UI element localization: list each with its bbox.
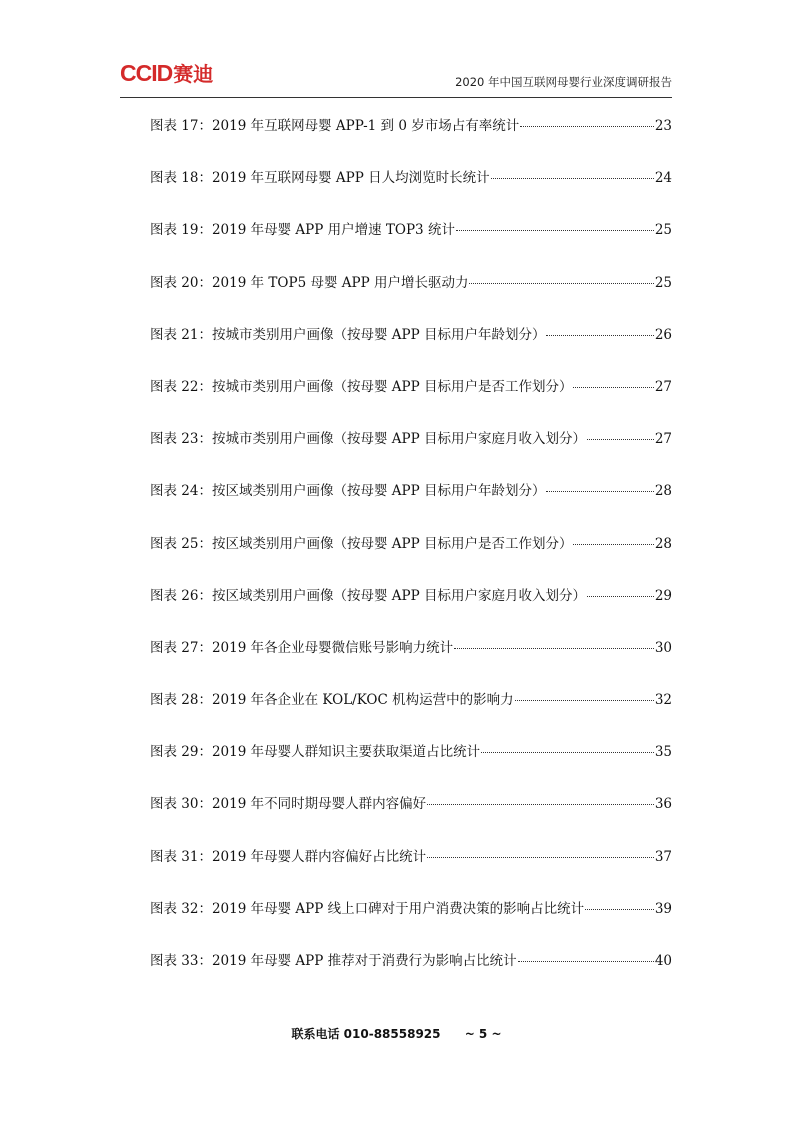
toc-entry-page: 27 (654, 431, 672, 448)
toc-entry-page: 28 (654, 535, 672, 552)
dot-leader (573, 387, 653, 388)
toc-entry-page: 32 (654, 692, 672, 709)
dot-leader (546, 491, 653, 492)
toc-entry-title: 图表 33：2019 年母婴 APP 推荐对于消费行为影响占比统计 (150, 953, 517, 969)
toc-entry-page: 37 (654, 848, 672, 865)
toc-entry-page: 30 (654, 639, 672, 656)
toc-entry[interactable] (150, 271, 672, 323)
toc-entry[interactable] (150, 688, 672, 740)
dot-leader (520, 126, 654, 127)
toc-entry[interactable] (150, 636, 672, 688)
dot-leader (515, 700, 654, 701)
toc-entry-title: 图表 30：2019 年不同时期母婴人群内容偏好 (150, 796, 427, 813)
toc-entry[interactable] (150, 479, 672, 531)
toc-entry-title: 图表 17：2019 年互联网母婴 APP-1 到 0 岁市场占有率统计 (150, 118, 520, 134)
toc-entry-title: 图表 19：2019 年母婴 APP 用户增速 TOP3 统计 (150, 222, 455, 239)
toc-entry-page: 25 (654, 274, 672, 291)
toc-entry[interactable] (150, 427, 672, 479)
toc-entry-title: 图表 27：2019 年各企业母婴微信账号影响力统计 (150, 639, 454, 656)
dot-leader (546, 335, 653, 336)
toc-entry-page: 26 (654, 326, 672, 343)
dot-leader (427, 804, 654, 805)
table-of-figures (150, 114, 672, 1001)
toc-entry-title: 图表 32：2019 年母婴 APP 线上口碑对于用户消费决策的影响占比统计 (150, 900, 585, 917)
dot-leader (491, 178, 654, 179)
toc-entry[interactable] (150, 218, 672, 270)
dot-leader (456, 230, 654, 231)
dot-leader (585, 909, 654, 910)
toc-entry[interactable] (150, 166, 672, 218)
dot-leader (481, 752, 654, 753)
logo-latin-text: CCID (120, 60, 173, 86)
dot-leader (587, 596, 654, 597)
dot-leader (518, 961, 654, 962)
page-footer (0, 1025, 793, 1042)
contact-phone: 联系电话 010-88558925 (291, 1027, 441, 1041)
dot-leader (427, 857, 654, 858)
toc-entry-title: 图表 20：2019 年 TOP5 母婴 APP 用户增长驱动力 (150, 274, 469, 291)
ccid-logo (120, 58, 213, 87)
page-number: ~ 5 ~ (464, 1027, 502, 1041)
toc-entry[interactable] (150, 740, 672, 792)
dot-leader (469, 283, 653, 284)
toc-entry[interactable] (150, 949, 672, 1001)
dot-leader (587, 439, 654, 440)
toc-entry[interactable] (150, 584, 672, 636)
toc-entry-title: 图表 18：2019 年互联网母婴 APP 日人均浏览时长统计 (150, 170, 490, 187)
toc-entry[interactable] (150, 532, 672, 584)
report-title: 2020 年中国互联网母婴行业深度调研报告 (455, 75, 672, 89)
toc-entry-title: 图表 21：按城市类别用户画像（按母婴 APP 目标用户年龄划分） (150, 326, 546, 343)
toc-entry[interactable] (150, 114, 672, 166)
toc-entry[interactable] (150, 375, 672, 427)
toc-entry-title: 图表 29：2019 年母婴人群知识主要获取渠道占比统计 (150, 744, 481, 761)
toc-entry[interactable] (150, 323, 672, 375)
toc-entry-page: 29 (654, 587, 672, 604)
toc-entry-page: 36 (654, 796, 672, 813)
toc-entry-title: 图表 25：按区域类别用户画像（按母婴 APP 目标用户是否工作划分） (150, 535, 573, 552)
toc-entry[interactable] (150, 845, 672, 897)
toc-entry-title: 图表 24：按区域类别用户画像（按母婴 APP 目标用户年龄划分） (150, 483, 546, 500)
toc-entry-page: 39 (654, 900, 672, 917)
toc-entry-page: 28 (654, 483, 672, 500)
page-header (120, 56, 672, 98)
toc-entry-page: 23 (654, 118, 672, 134)
toc-entry-page: 40 (654, 953, 672, 969)
toc-entry-title: 图表 28：2019 年各企业在 KOL/KOC 机构运营中的影响力 (150, 692, 514, 709)
header-divider (120, 97, 672, 98)
logo-chinese-text: 赛迪 (173, 62, 214, 86)
toc-entry-page: 25 (654, 222, 672, 239)
toc-entry-page: 35 (654, 744, 672, 761)
toc-entry-title: 图表 26：按区域类别用户画像（按母婴 APP 目标用户家庭月收入划分） (150, 587, 586, 604)
dot-leader (454, 648, 654, 649)
toc-entry-title: 图表 22：按城市类别用户画像（按母婴 APP 目标用户是否工作划分） (150, 378, 573, 395)
toc-entry-page: 27 (654, 378, 672, 395)
toc-entry-title: 图表 31：2019 年母婴人群内容偏好占比统计 (150, 848, 427, 865)
dot-leader (573, 544, 653, 545)
toc-entry-page: 24 (654, 170, 672, 187)
toc-entry[interactable] (150, 792, 672, 844)
toc-entry-title: 图表 23：按城市类别用户画像（按母婴 APP 目标用户家庭月收入划分） (150, 431, 586, 448)
toc-entry[interactable] (150, 897, 672, 949)
